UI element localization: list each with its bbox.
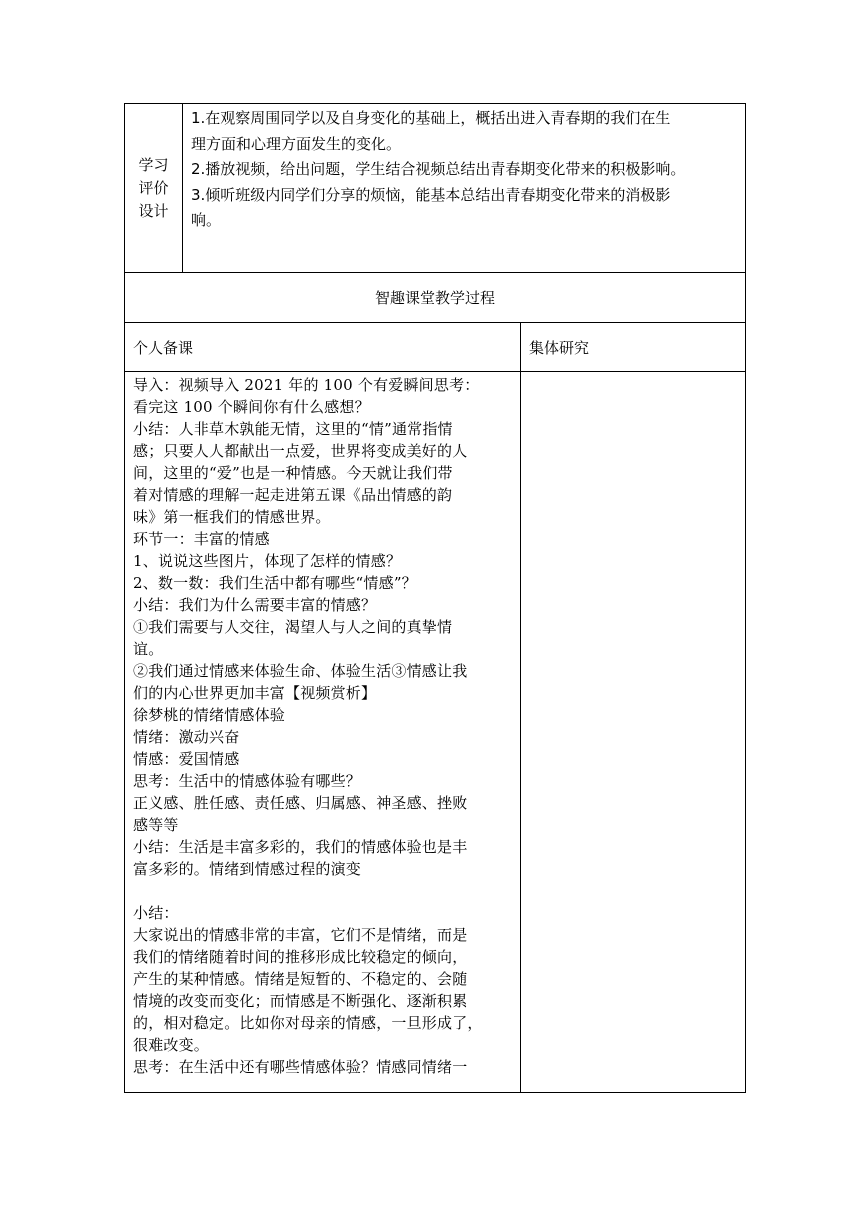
evaluation-label-line: 设计: [138, 201, 169, 220]
lesson-text-line: 感等等: [133, 816, 179, 834]
lesson-text-line: 思考：在生活中还有哪些情感体验？情感同情绪一: [133, 1058, 468, 1076]
lesson-text-line: 1、说说这些图片，体现了怎样的情感？: [133, 552, 402, 570]
lesson-text-line: 思考：生活中的情感体验有哪些？: [133, 772, 362, 790]
group-research-content: [521, 372, 745, 1092]
lesson-text-line: 看完这 100 个瞬间你有什么感想？: [133, 398, 370, 416]
evaluation-label-line: 学习: [138, 155, 169, 174]
section-title: 智趣课堂教学过程: [374, 289, 495, 307]
lesson-text-line: 导入：视频导入 2021 年的 100 个有爱瞬间思考：: [133, 376, 480, 394]
lesson-plan-table: [124, 103, 746, 1093]
lesson-text-line: ②我们通过情感来体验生命、体验生活③情感让我: [133, 662, 468, 680]
lesson-text-line: 2、数一数：我们生活中都有哪些“情感”？: [133, 574, 417, 592]
evaluation-line: 1.在观察周围同学以及自身变化的基础上，概括出进入青春期的我们在生: [191, 109, 671, 127]
evaluation-line: 2.播放视频，给出问题，学生结合视频总结出青春期变化带来的积极影响。: [191, 160, 686, 178]
evaluation-line: 理方面和心理方面发生的变化。: [191, 134, 402, 153]
lesson-text-line: 味》第一框我们的情感世界。: [133, 508, 331, 526]
lesson-text-line: ①我们需要与人交往，渴望人与人之间的真挚情: [133, 618, 453, 636]
evaluation-label: [125, 104, 183, 272]
lesson-text-line: 小结：: [133, 904, 179, 922]
lesson-text-line: 情绪：激动兴奋: [133, 728, 240, 746]
evaluation-line: 响。: [191, 211, 222, 229]
lesson-text-line: 的，相对稳定。比如你对母亲的情感，一旦形成了，: [133, 1014, 483, 1032]
lesson-text-line: 间，这里的“爱”也是一种情感。今天就让我们带: [133, 464, 453, 482]
lesson-text-line: 小结：我们为什么需要丰富的情感？: [133, 596, 377, 614]
lesson-text-line: 感；只要人人都献出一点爱，世界将变成美好的人: [133, 442, 468, 460]
evaluation-label-line: 评价: [138, 178, 169, 197]
lesson-text-line: 我们的情绪随着时间的推移形成比较稳定的倾向，: [133, 948, 468, 966]
lesson-text-line: 很难改变。: [133, 1036, 210, 1054]
column-header-row: [125, 323, 745, 372]
lesson-text-line: 正义感、胜任感、责任感、归属感、神圣感、挫败: [133, 794, 468, 812]
lesson-text-line: 谊。: [133, 640, 164, 658]
lesson-text-line: 环节一：丰富的情感: [133, 530, 270, 548]
lesson-text-line: 产生的某种情感。情绪是短暂的、不稳定的、会随: [133, 970, 468, 988]
lesson-text-line: 大家说出的情感非常的丰富，它们不是情绪，而是: [133, 926, 468, 944]
lesson-text-line: 小结：生活是丰富多彩的，我们的情感体验也是丰: [133, 838, 468, 856]
personal-prep-content: [125, 372, 521, 1092]
section-title-row: [125, 273, 745, 323]
lesson-text-line: 情境的改变而变化；而情感是不断强化、逐渐积累: [133, 992, 468, 1010]
lesson-text-line: [133, 880, 512, 902]
lesson-text-line: 徐梦桃的情绪情感体验: [133, 706, 286, 724]
lesson-text-line: 情感：爱国情感: [133, 750, 240, 768]
lesson-text-line: 小结：人非草木孰能无情，这里的“情”通常指情: [133, 420, 453, 438]
evaluation-line: 3.倾听班级内同学们分享的烦恼，能基本总结出青春期变化带来的消极影: [191, 185, 671, 204]
lesson-text-line: 们的内心世界更加丰富【视频赏析】: [133, 684, 377, 702]
group-research-header: 集体研究: [529, 338, 590, 357]
lesson-body-row: [125, 372, 745, 1092]
lesson-text-line: 富多彩的。情绪到情感过程的演变: [133, 860, 362, 878]
evaluation-row: [125, 104, 745, 273]
evaluation-content: [183, 104, 745, 272]
lesson-text-line: 着对情感的理解一起走进第五课《品出情感的韵: [133, 486, 453, 504]
personal-prep-header: 个人备课: [125, 323, 521, 371]
